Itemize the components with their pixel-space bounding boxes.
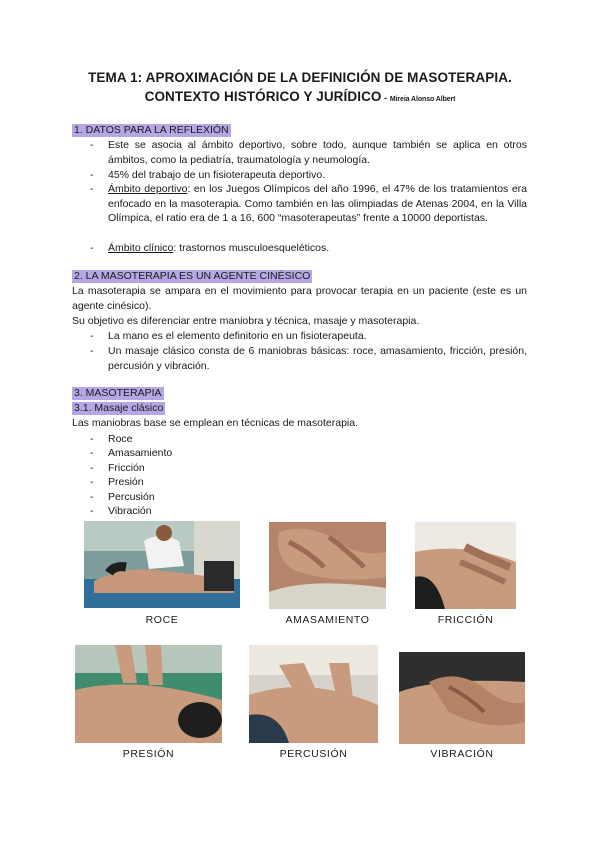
list-item-text: Percusión xyxy=(108,491,155,503)
dash-icon: - xyxy=(90,183,94,195)
paragraph: Las maniobras base se emplean en técnicas de masoterapia. xyxy=(72,417,359,429)
list-item xyxy=(90,329,527,344)
list-item-text: 45% del trabajo de un fisioterapeuta deportivo. xyxy=(108,169,326,181)
photo-vibracion xyxy=(399,652,525,744)
dash-icon: - xyxy=(90,345,94,357)
list-item-text: Fricción xyxy=(108,462,145,474)
section-heading-3: 3. MASOTERAPIA xyxy=(74,387,162,399)
dash-icon: - xyxy=(90,433,94,445)
list-item xyxy=(90,446,527,461)
underlined-label: Ámbito clínico xyxy=(108,242,174,254)
dash-icon: - xyxy=(90,476,94,488)
list-item-detail: : trastornos musculoesqueléticos. xyxy=(173,242,330,254)
dash-icon: - xyxy=(90,242,94,254)
section-heading-1: 1. DATOS PARA LA REFLEXIÓN xyxy=(74,124,229,136)
dash-icon: - xyxy=(90,462,94,474)
photo-percusion xyxy=(249,645,378,743)
list-item-text: La mano es el elemento definitorio en un fisioterapeuta. xyxy=(108,330,367,342)
caption-percusion: PERCUSIÓN xyxy=(279,748,348,760)
paragraph: Su objetivo es diferenciar entre maniobra y técnica, masaje y masoterapia. xyxy=(72,315,420,327)
document-title-line1: TEMA 1: APROXIMACIÓN DE LA DEFINICIÓN DE MASOTERAPIA. xyxy=(88,70,512,85)
dash-icon: - xyxy=(90,169,94,181)
list-item xyxy=(90,168,527,183)
photo-percusion-image xyxy=(249,645,378,743)
list-item xyxy=(90,182,527,226)
caption-roce: ROCE xyxy=(145,614,179,626)
dash-icon: - xyxy=(90,447,94,459)
title-subline: CONTEXTO HISTÓRICO Y JURÍDICO xyxy=(144,89,382,104)
paragraph: La masoterapia se ampara en el movimiento para provocar terapia en un paciente (este es un agente cinésico). xyxy=(72,285,527,312)
photo-amasamiento xyxy=(269,522,386,609)
list-item xyxy=(90,475,527,490)
photo-friccion xyxy=(415,522,516,609)
list-item xyxy=(90,432,527,447)
list-item xyxy=(90,504,527,519)
list-item-text: Un masaje clásico consta de 6 maniobras básicas: roce, amasamiento, fricción, presión, percusión y vibración. xyxy=(108,345,527,372)
author-name: Mireia Alonso Albert xyxy=(389,96,456,103)
list-item-text xyxy=(108,182,527,226)
caption-presion: PRESIÓN xyxy=(122,748,175,760)
subsection-heading: 3.1. Masaje clásico xyxy=(74,402,164,414)
photo-amasamiento-image xyxy=(269,522,386,609)
list-item-text: Roce xyxy=(108,433,133,445)
photo-roce-image xyxy=(84,521,240,608)
caption-vibracion: VIBRACIÓN xyxy=(430,748,494,760)
list-item xyxy=(90,461,527,476)
list-item xyxy=(90,138,527,167)
list-item-text: Amasamiento xyxy=(108,447,173,459)
list-item-text xyxy=(108,241,527,256)
caption-friccion: FRICCIÓN xyxy=(437,614,494,626)
dash-icon: - xyxy=(90,505,94,517)
list-item-text: Presión xyxy=(108,476,144,488)
document-title-line2 xyxy=(40,89,560,104)
photo-roce xyxy=(84,521,240,608)
dash-icon: - xyxy=(90,139,94,151)
list-item xyxy=(90,490,527,505)
dash-icon: - xyxy=(90,330,94,342)
section-heading-2: 2. LA MASOTERAPIA ES UN AGENTE CINÉSICO xyxy=(74,270,311,282)
underlined-label: Ámbito deportivo xyxy=(108,183,188,195)
photo-vibracion-image xyxy=(399,652,525,744)
photo-presion-image xyxy=(75,645,222,743)
list-item-text: Este se asocia al ámbito deportivo, sobre todo, aunque también se aplica en otros ámbitos, como la pediatría, traumatología y neumología. xyxy=(108,139,527,166)
caption-amasamiento: AMASAMIENTO xyxy=(285,614,370,626)
list-item-text: Vibración xyxy=(108,505,152,517)
photo-friccion-image xyxy=(415,522,516,609)
author-separator: - xyxy=(381,93,390,103)
photo-presion xyxy=(75,645,222,743)
list-item xyxy=(90,241,527,256)
list-item-detail: : en los Juegos Olímpicos del año 1996, el 47% de los tratamientos era enfocado en la masoterapia. Como también en las olimpiadas de Atenas 2004, en la Villa Olímpica, el ratio era de 1 a 16, 600 “masoterapeutas” frente a 10000 deportistas. xyxy=(108,183,527,225)
dash-icon: - xyxy=(90,491,94,503)
list-item xyxy=(90,344,527,373)
